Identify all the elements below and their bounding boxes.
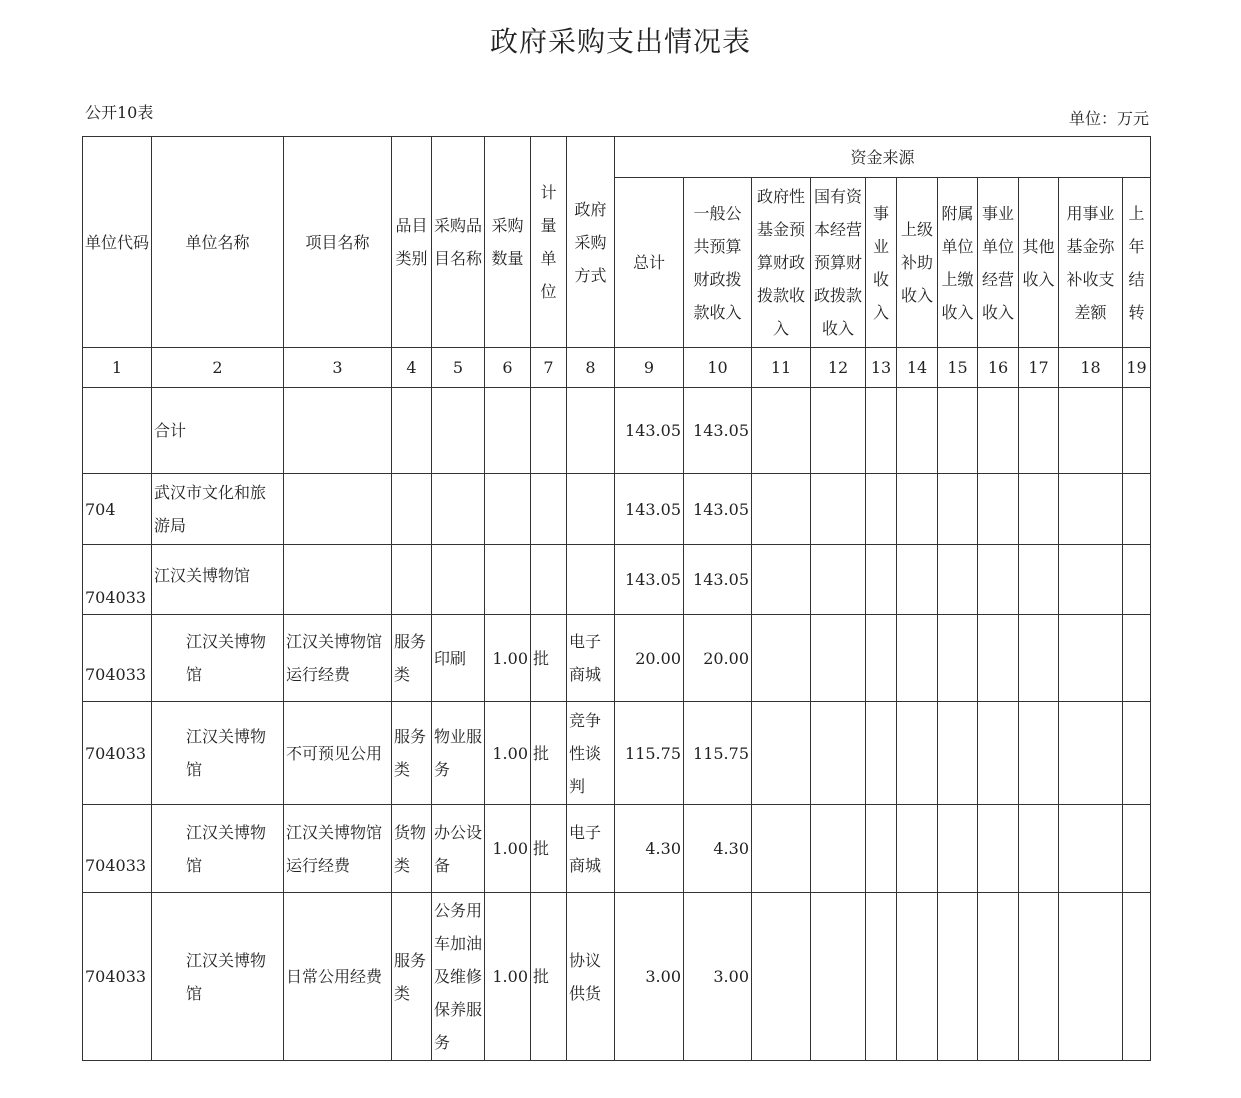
unit-label: 单位：万元 (1068, 109, 1149, 128)
unit-code: 704033 (83, 545, 152, 615)
project-name: 日常公用经费 (284, 893, 392, 1061)
project-name (284, 388, 392, 474)
method: 电子商城 (567, 805, 615, 893)
method: 电子商城 (567, 615, 615, 702)
unit-name-text: 江汉关博物馆 (186, 632, 267, 684)
table-row (83, 388, 1151, 474)
measure-unit: 批 (531, 805, 567, 893)
total-amount: 143.05 (615, 545, 684, 615)
col-number: 4 (392, 348, 432, 388)
project-name: 江汉关博物馆运行经费 (284, 805, 392, 893)
table-row (83, 545, 1151, 615)
category: 货物类 (392, 805, 432, 893)
category (392, 388, 432, 474)
unit-name: 江汉关博物馆 (152, 545, 284, 615)
col-number: 6 (485, 348, 531, 388)
table-row (83, 474, 1151, 545)
header-carryover: 上年结转 (1123, 178, 1151, 348)
column-number-row (83, 348, 1151, 388)
unit-name (152, 893, 284, 1061)
table-row (83, 893, 1151, 1061)
header-affiliated-payment: 附属单位上缴收入 (938, 178, 978, 348)
header-category: 品目类别 (392, 137, 432, 348)
col-number: 19 (1123, 348, 1151, 388)
table-row (83, 702, 1151, 805)
method (567, 545, 615, 615)
col-number: 17 (1019, 348, 1059, 388)
total-amount: 143.05 (615, 474, 684, 545)
general-budget-amount: 143.05 (684, 545, 752, 615)
unit-name (152, 702, 284, 805)
item-name: 印刷 (432, 615, 485, 702)
header-state-capital: 国有资本经营预算财政拨款收入 (811, 178, 866, 348)
page-title: 政府采购支出情况表 (489, 25, 751, 58)
header-quantity: 采购数量 (485, 137, 531, 348)
general-budget-amount: 3.00 (684, 893, 752, 1061)
project-name: 江汉关博物馆运行经费 (284, 615, 392, 702)
unit-code: 704033 (83, 615, 152, 702)
unit-name (152, 615, 284, 702)
unit-name-text: 江汉关博物馆 (186, 727, 267, 779)
measure-unit (531, 545, 567, 615)
measure-unit: 批 (531, 893, 567, 1061)
table-number: 公开10表 (85, 103, 154, 122)
category (392, 474, 432, 545)
col-number: 13 (866, 348, 897, 388)
unit-code: 704033 (83, 702, 152, 805)
unit-code: 704033 (83, 805, 152, 893)
project-name (284, 545, 392, 615)
unit-name-text: 江汉关博物馆 (186, 822, 267, 875)
quantity (485, 388, 531, 474)
header-general-budget: 一般公共预算财政拨款收入 (684, 178, 752, 348)
method (567, 388, 615, 474)
col-number: 16 (978, 348, 1019, 388)
header-gov-fund: 政府性基金预算财政拨款收入 (752, 178, 811, 348)
table-row (83, 805, 1151, 893)
col-number: 5 (432, 348, 485, 388)
unit-code: 704 (83, 474, 152, 545)
unit-code: 704033 (83, 893, 152, 1061)
measure-unit (531, 474, 567, 545)
col-number: 7 (531, 348, 567, 388)
total-amount: 115.75 (615, 702, 684, 805)
col-number: 9 (615, 348, 684, 388)
col-number: 12 (811, 348, 866, 388)
unit-code (83, 388, 152, 474)
general-budget-amount: 4.30 (684, 805, 752, 893)
total-amount: 143.05 (615, 388, 684, 474)
project-name (284, 474, 392, 545)
unit-name: 合计 (152, 388, 284, 474)
header-item-name: 采购品目名称 (432, 137, 485, 348)
quantity (485, 545, 531, 615)
item-name: 办公设备 (432, 805, 485, 893)
unit-name-text: 江汉关博物馆 (186, 950, 267, 1003)
header-measure-unit: 计量单位 (531, 137, 567, 348)
table-row (83, 615, 1151, 702)
unit-name: 武汉市文化和旅游局 (152, 474, 284, 545)
general-budget-amount: 20.00 (684, 615, 752, 702)
header-funding-source: 资金来源 (615, 137, 1151, 178)
item-name (432, 388, 485, 474)
quantity: 1.00 (485, 893, 531, 1061)
general-budget-amount: 115.75 (684, 702, 752, 805)
header-unit-code: 单位代码 (83, 137, 152, 348)
header-total: 总计 (615, 178, 684, 348)
header-project-name: 项目名称 (284, 137, 392, 348)
general-budget-amount: 143.05 (684, 474, 752, 545)
header-business-income: 事业收入 (866, 178, 897, 348)
project-name: 不可预见公用 (284, 702, 392, 805)
quantity: 1.00 (485, 615, 531, 702)
method: 竞争性谈判 (567, 702, 615, 805)
category: 服务类 (392, 615, 432, 702)
measure-unit: 批 (531, 615, 567, 702)
col-number: 1 (83, 348, 152, 388)
item-name (432, 545, 485, 615)
category: 服务类 (392, 893, 432, 1061)
col-number: 10 (684, 348, 752, 388)
col-number: 18 (1059, 348, 1123, 388)
header-business-operation: 事业单位经营收入 (978, 178, 1019, 348)
category (392, 545, 432, 615)
col-number: 15 (938, 348, 978, 388)
col-number: 11 (752, 348, 811, 388)
method (567, 474, 615, 545)
method: 协议供货 (567, 893, 615, 1061)
measure-unit (531, 388, 567, 474)
col-number: 3 (284, 348, 392, 388)
header-superior-subsidy: 上级补助收入 (897, 178, 938, 348)
col-number: 8 (567, 348, 615, 388)
unit-name (152, 805, 284, 893)
header-fund-balance: 用事业基金弥补收支差额 (1059, 178, 1123, 348)
measure-unit: 批 (531, 702, 567, 805)
header-other-income: 其他收入 (1019, 178, 1059, 348)
quantity: 1.00 (485, 702, 531, 805)
col-number: 14 (897, 348, 938, 388)
col-number: 2 (152, 348, 284, 388)
item-name: 物业服务 (432, 702, 485, 805)
header-unit-name: 单位名称 (152, 137, 284, 348)
item-name: 公务用车加油及维修保养服务 (432, 893, 485, 1061)
total-amount: 20.00 (615, 615, 684, 702)
general-budget-amount: 143.05 (684, 388, 752, 474)
item-name (432, 474, 485, 545)
total-amount: 3.00 (615, 893, 684, 1061)
quantity: 1.00 (485, 805, 531, 893)
procurement-table (82, 136, 1151, 1061)
category: 服务类 (392, 702, 432, 805)
total-amount: 4.30 (615, 805, 684, 893)
quantity (485, 474, 531, 545)
header-method: 政府采购方式 (567, 137, 615, 348)
